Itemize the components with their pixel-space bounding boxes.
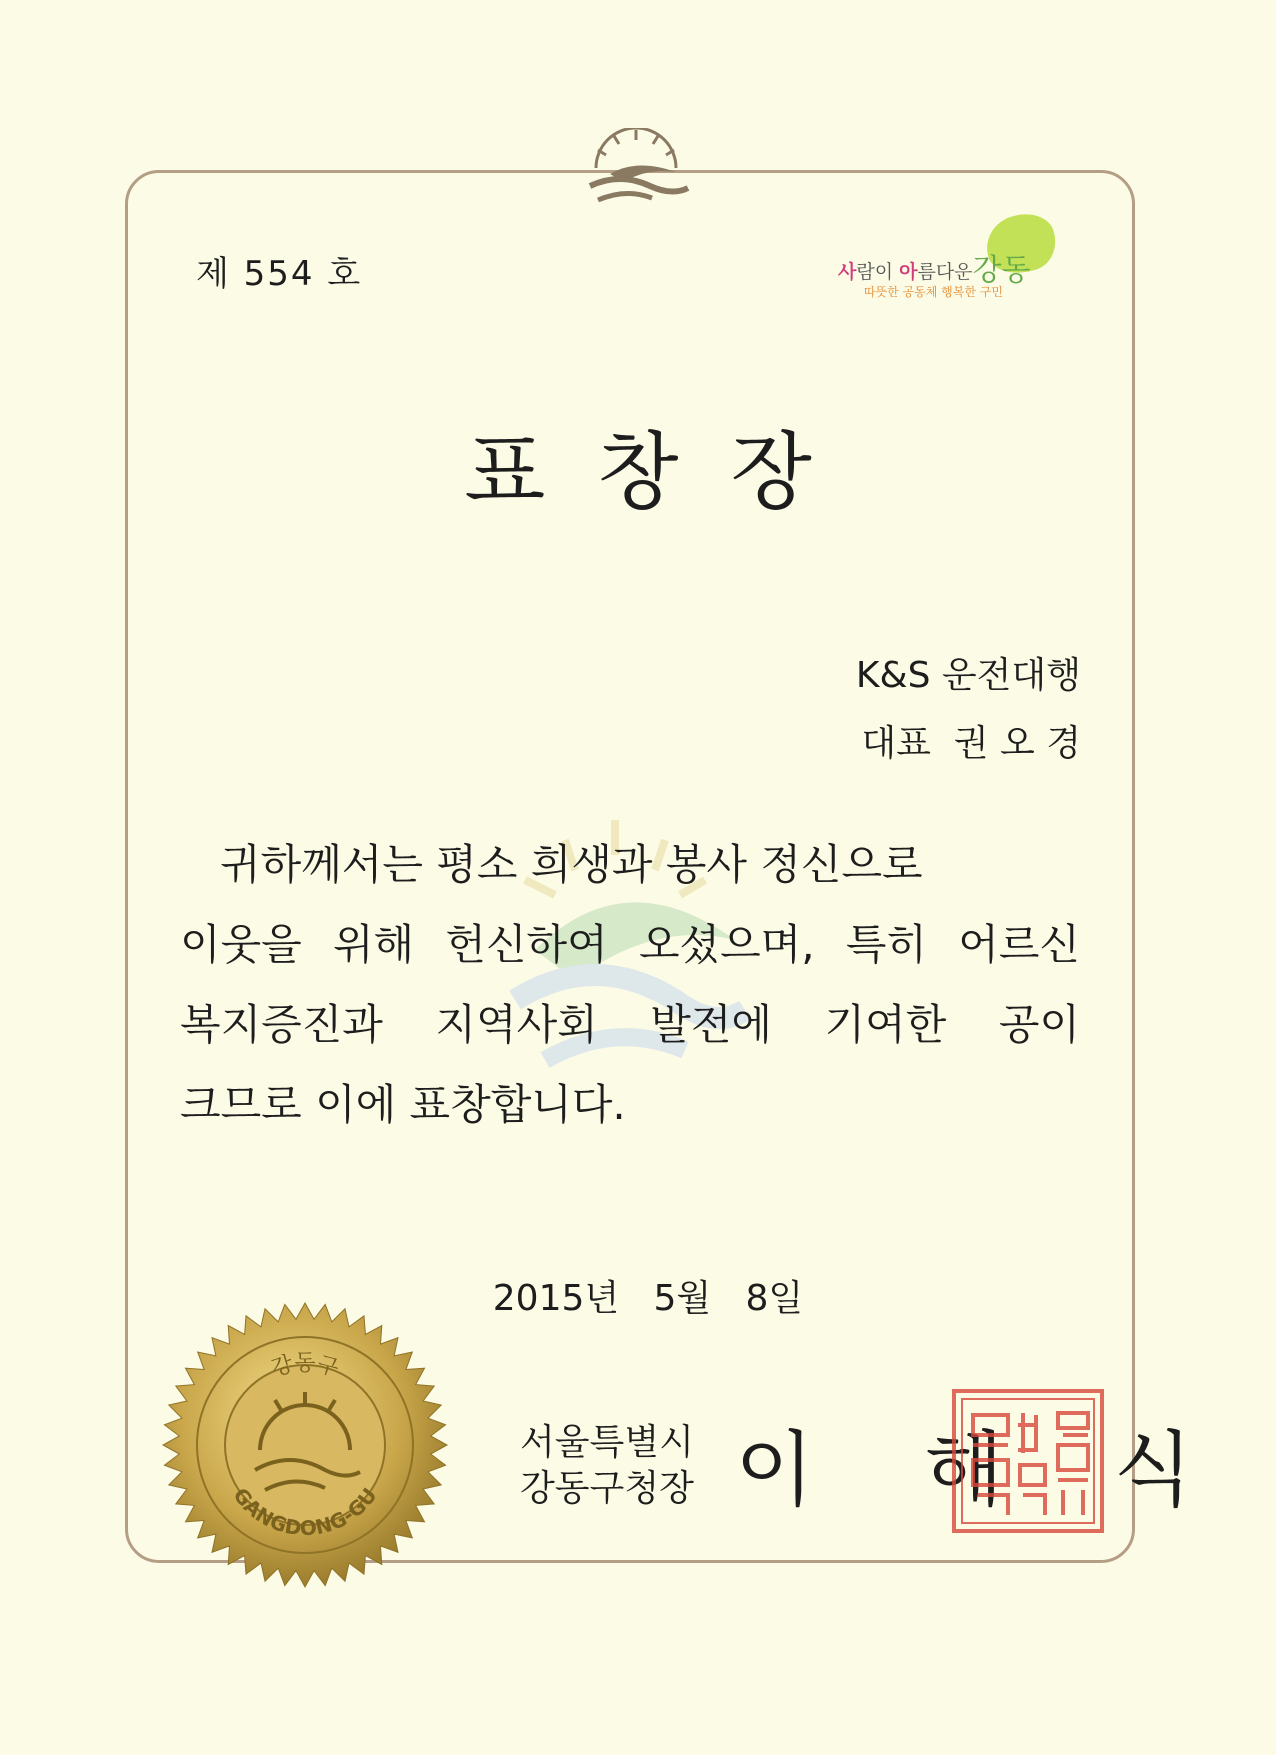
slogan-part1: 람이 [856, 261, 900, 283]
slogan-main [838, 243, 1031, 287]
citation-line: 이웃을 위해 헌신하여 오셨으며, 특히 어르신 [180, 920, 1080, 969]
seal-bottom-text: GANGDONG-GU [228, 1483, 382, 1541]
slogan-logo [838, 215, 1068, 305]
slogan-prefix: 사 [838, 261, 857, 283]
citation-body [180, 825, 1080, 1145]
gangdong-emblem-icon [576, 128, 694, 210]
certificate-title: 표창장 [464, 423, 864, 521]
citation-line: 크므로 이에 표창합니다. [180, 1080, 626, 1129]
recipient-representative: 대표 권 오 경 [861, 723, 1081, 764]
gold-seal-icon [160, 1300, 450, 1590]
slogan-subtitle: 따뜻한 공동체 행복한 구민 [864, 285, 1003, 299]
issuer-name: 이 해 식 [735, 1423, 1235, 1518]
slogan-big: 강동 [972, 253, 1031, 288]
issue-number: 제 554 호 [196, 254, 363, 294]
slogan-part2: 름다운 [917, 261, 973, 283]
issuer-org-line2: 강동구청장 [520, 1468, 694, 1509]
issue-date: 2015년 5월 8일 [492, 1278, 804, 1319]
recipient-organization: K&S 운전대행 [855, 655, 1081, 696]
issuer-organization [520, 1420, 694, 1512]
recipient-block [856, 642, 1081, 778]
issuer-org-line1: 서울특별시 [520, 1422, 694, 1463]
citation-line: 귀하께서는 평소 희생과 봉사 정신으로 [180, 840, 923, 889]
official-red-stamp-icon [948, 1385, 1108, 1537]
seal-top-text: 강동구 [268, 1351, 342, 1382]
slogan-accent2: 아 [899, 261, 918, 283]
citation-line: 복지증진과 지역사회 발전에 기여한 공이 [180, 1000, 1080, 1049]
